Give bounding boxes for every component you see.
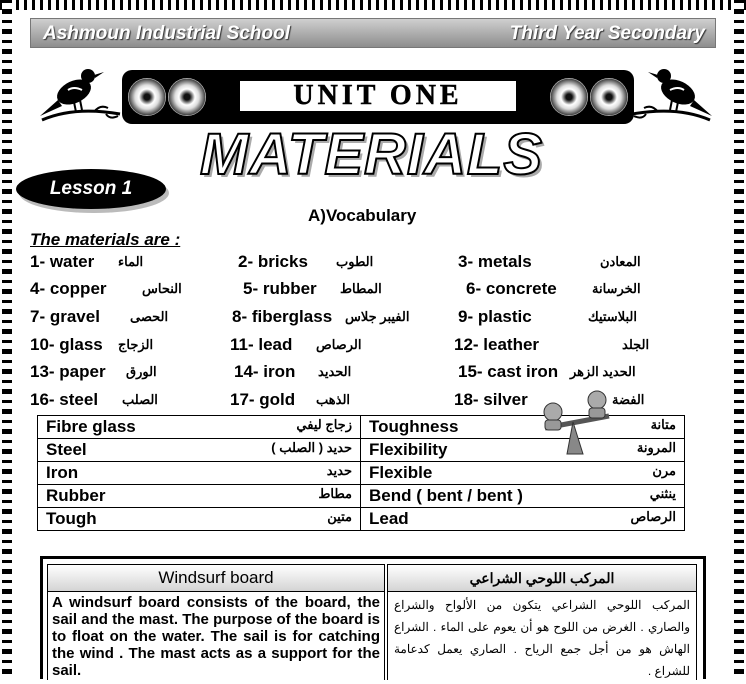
material-item: 6- concrete [466, 279, 557, 298]
windsurf-title-arabic: المركب اللوحي الشراعي [388, 565, 696, 592]
material-arabic: الفضة [612, 392, 645, 407]
material-item: 18- silver [454, 390, 528, 409]
windsurf-arabic [387, 564, 697, 680]
table-cell: Rubber مطاط [38, 485, 361, 508]
material-item: 13- paper [30, 362, 106, 381]
grade-label: Third Year Secondary [509, 23, 705, 44]
material-item: 12- leather [454, 335, 540, 354]
material-arabic: المعادن [600, 254, 641, 269]
disc-icon [128, 78, 166, 116]
material-arabic: الفيبر جلاس [345, 309, 410, 324]
windsurf-text: A windsurf board consists of the board, the sail and the mast. The purpose of the board is to float on the water. The sail is for catching the wind . The mast acts as a support for the sail. [52, 594, 380, 679]
material-item: 7- gravel [30, 307, 100, 326]
page-header [30, 18, 716, 48]
material-arabic: الحصى [130, 309, 169, 324]
school-name: Ashmoun Industrial School [43, 23, 291, 44]
left-border [2, 0, 12, 676]
material-item: 9- plastic [458, 307, 532, 326]
material-item: 4- copper [30, 279, 107, 298]
material-arabic: الحديد الزهر [570, 364, 636, 379]
table-cell: Toughness متانة [361, 416, 685, 439]
material-item: 8- fiberglass [232, 307, 333, 326]
unit-title: UNIT ONE [240, 81, 516, 111]
windsurf-panel [40, 556, 706, 679]
disc-icon [168, 78, 206, 116]
material-arabic: الزجاج [118, 337, 154, 352]
material-item: 14- iron [234, 362, 296, 381]
windsurf-title: Windsurf board [48, 565, 384, 592]
materials-title: MATERIALS [200, 122, 544, 187]
right-border [734, 0, 744, 676]
material-item: 5- rubber [243, 279, 317, 298]
section-title: A)Vocabulary [308, 206, 417, 225]
table-cell: Tough متين [38, 508, 361, 531]
table-row [38, 462, 685, 485]
table-cell: Flexible مرن [361, 462, 685, 485]
material-item: 1- water [30, 252, 95, 271]
bird-right-icon [628, 48, 718, 128]
disc-icon [590, 78, 628, 116]
material-arabic: الحديد [318, 364, 352, 379]
material-arabic: الماء [118, 254, 144, 269]
material-arabic: الصلب [122, 392, 158, 407]
material-arabic: البلاستيك [588, 309, 637, 324]
windsurf-text-arabic: المركب اللوحي الشراعي يتكون من الألواح والشراع والصاري . الغرض من اللوح هو أن يعوم على الماء . الشراع الهاش هو من أجل جمع الرياح . الصاري يعمل كدعامة للشراع . [394, 598, 690, 678]
disc-icon [550, 78, 588, 116]
bird-left-icon [34, 48, 124, 128]
lesson-badge: Lesson 1 [16, 169, 166, 209]
material-arabic: الذهب [316, 392, 351, 407]
material-item: 2- bricks [238, 252, 308, 271]
table-cell: Steel حديد ( الصلب ) [38, 439, 361, 462]
windsurf-english [47, 564, 385, 680]
material-arabic: الرصاص [316, 337, 362, 352]
material-item: 17- gold [230, 390, 296, 409]
unit-banner [122, 70, 634, 124]
materials-intro: The materials are : [30, 230, 181, 249]
material-item: 11- lead [230, 335, 293, 354]
material-item: 10- glass [30, 335, 103, 354]
table-cell: Iron حديد [38, 462, 361, 485]
table-cell: Fibre glass زجاج ليفي [38, 416, 361, 439]
material-item: 15- cast iron [458, 362, 559, 381]
material-item: 16- steel [30, 390, 99, 409]
material-arabic: الورق [126, 364, 157, 379]
table-cell: Flexibility المرونة [361, 439, 685, 462]
material-arabic: الطوب [336, 254, 374, 269]
material-arabic: الجلد [622, 337, 650, 352]
seesaw-kids-icon [537, 388, 617, 458]
material-arabic: الخرسانة [592, 281, 641, 296]
material-item: 3- metals [458, 252, 532, 271]
table-cell: Bend ( bent / bent ) ينثني [361, 485, 685, 508]
top-border [0, 0, 746, 10]
material-arabic: النحاس [142, 281, 182, 296]
material-arabic: المطاط [340, 281, 382, 296]
table-cell: Lead الرصاص [361, 508, 685, 531]
table-row [38, 485, 685, 508]
table-row [38, 508, 685, 531]
